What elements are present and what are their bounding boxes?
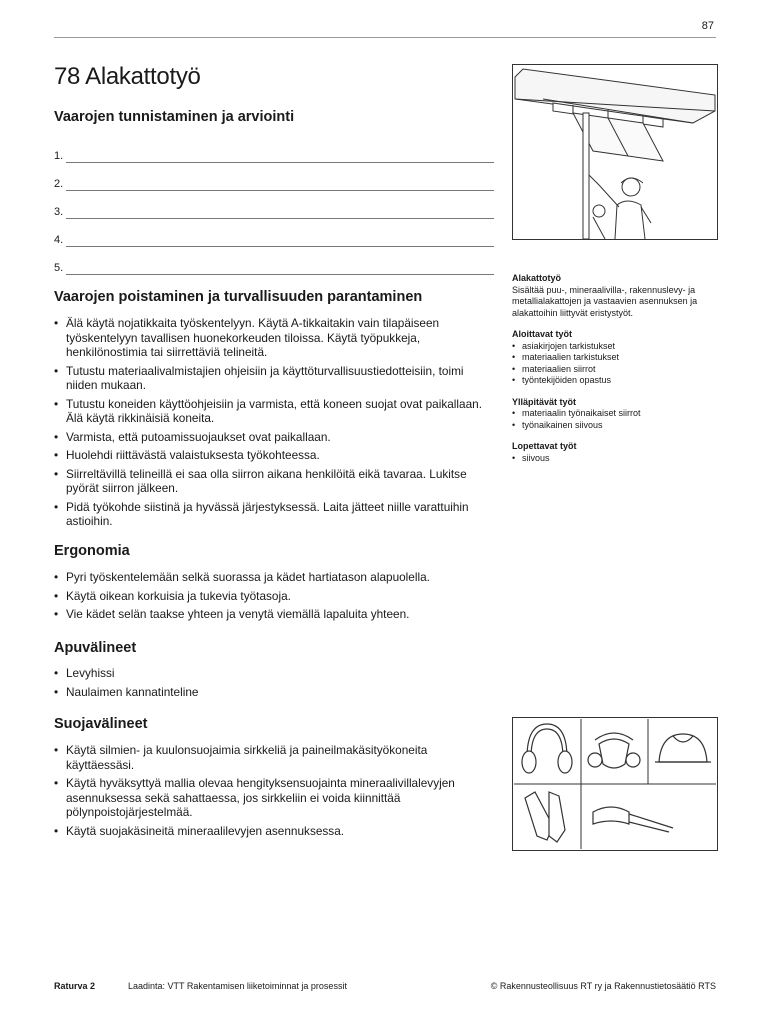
section-heading-tools: Apuvälineet [54, 640, 137, 656]
sidebar-group-list [512, 408, 717, 431]
respirator-icon [588, 733, 640, 768]
blank-number: 4. [54, 234, 64, 246]
list-item: • Tutustu materiaalivalmistajien ohjeisiin ja käyttöturvallisuustiedotteisiin, toimi niiden mukaan. [54, 364, 494, 393]
protective-list [54, 743, 494, 842]
page-title: 78 Alakattotyö [54, 63, 201, 90]
blank-line-1[interactable] [54, 150, 494, 163]
list-item: • Käytä hyväksyttyä mallia olevaa hengityksensuojainta mineraalivillalevyjen asennuksessa sekä sahattaessa, jos sirkkeliin ei voida kiinnittää pölynpoistojärjestelmää. [54, 776, 494, 820]
list-item: • Käytä oikean korkuisia ja tukevia työtasoja. [54, 589, 494, 604]
sidebar-description: Sisältää puu-, mineraalivilla-, rakennuslevy- ja metallialakattojen ja vastaavien asennuksen ja alakattoihin liittyvät eristystyöt. [512, 284, 698, 318]
page-number: 87 [701, 20, 714, 32]
list-item: • työnaikainen siivous [512, 420, 717, 432]
list-item: • Vie kädet selän taakse yhteen ja venytä viemällä lapaluita yhteen. [54, 607, 494, 622]
list-item: • Käytä suojakäsineitä mineraalilevyjen asennuksessa. [54, 824, 494, 839]
blank-line-2[interactable] [54, 178, 494, 191]
list-item: • Levyhissi [54, 666, 494, 681]
sidebar-info [512, 273, 717, 474]
section-heading-remove: Vaarojen poistaminen ja turvallisuuden parantaminen [54, 289, 423, 305]
list-item: • työntekijöiden opastus [512, 375, 717, 387]
sidebar-group-heading: Ylläpitävät työt [512, 396, 577, 407]
list-item: • Pyri työskentelemään selkä suorassa ja kädet hartiatason alapuolella. [54, 570, 494, 585]
sidebar-group-list [512, 453, 717, 465]
list-item: • Käytä silmien- ja kuulonsuojaimia sirkkeliä ja paineilmakäsityökoneita käyttäessäsi. [54, 743, 494, 772]
top-divider [54, 37, 716, 38]
list-item: • asiakirjojen tarkistukset [512, 341, 717, 353]
tools-list [54, 666, 494, 703]
section-heading-ergonomics: Ergonomia [54, 543, 130, 559]
footer-credit: Laadinta: VTT Rakentamisen liiketoiminnat ja prosessit [128, 981, 347, 991]
blank-number: 3. [54, 206, 64, 218]
safety-goggles-icon [593, 807, 673, 832]
protective-equipment-illustration [512, 717, 718, 851]
list-item: • Naulaimen kannatinteline [54, 685, 494, 700]
list-item: • Älä käytä nojatikkaita työskentelyyn. Käytä A-tikkaitakin vain tilapäiseen työskentelyyn tavallisen huonekorkeuden tiloissa. Käytä työpukkeja, henkilönostimia tai siirrettäviä telineitä. [54, 316, 494, 360]
list-item: • Pidä työkohde siistinä ja hyvässä järjestyksessä. Laita jätteet niille varattuihin astioihin. [54, 500, 494, 529]
footer-copyright: © Rakennusteollisuus RT ry ja Rakennustietosäätiö RTS [490, 981, 716, 991]
list-item: • Huolehdi riittävästä valaistuksesta työkohteessa. [54, 448, 494, 463]
sidebar-title: Alakattotyö [512, 273, 562, 283]
list-item: • materiaalien tarkistukset [512, 352, 717, 364]
footer-brand: Raturva 2 [54, 981, 96, 991]
gloves-icon [525, 792, 565, 842]
sidebar-group-list [512, 341, 717, 387]
section-heading-protective: Suojavälineet [54, 716, 148, 732]
blank-number: 5. [54, 262, 64, 274]
section-heading-identify: Vaarojen tunnistaminen ja arviointi [54, 109, 295, 125]
ceiling-installation-illustration [512, 64, 718, 240]
list-item: • siivous [512, 453, 717, 465]
list-item: • Varmista, että putoamissuojaukset ovat paikallaan. [54, 430, 494, 445]
blank-line-3[interactable] [54, 206, 494, 219]
blank-line-4[interactable] [54, 234, 494, 247]
list-item: • materiaalien siirrot [512, 364, 717, 376]
list-item: • materiaalin työnaikaiset siirrot [512, 408, 717, 420]
list-item: • Tutustu koneiden käyttöohjeisiin ja varmista, että koneen suojat ovat paikallaan. Älä käytä rikkinäisiä koneita. [54, 397, 494, 426]
footer [54, 981, 716, 991]
sidebar-group-heading: Aloittavat työt [512, 329, 573, 339]
blank-number: 1. [54, 150, 64, 162]
safety-helmet-icon [655, 734, 711, 762]
blank-number: 2. [54, 178, 64, 190]
blank-line-5[interactable] [54, 262, 494, 275]
sidebar-group-heading: Lopettavat työt [512, 441, 577, 451]
ergonomics-list [54, 570, 494, 626]
ear-protector-icon [522, 724, 572, 773]
list-item: • Siirreltävillä telineillä ei saa olla siirron aikana henkilöitä eikä tavaraa. Lukitse pyörät siirron jälkeen. [54, 467, 494, 496]
remove-list [54, 316, 494, 533]
